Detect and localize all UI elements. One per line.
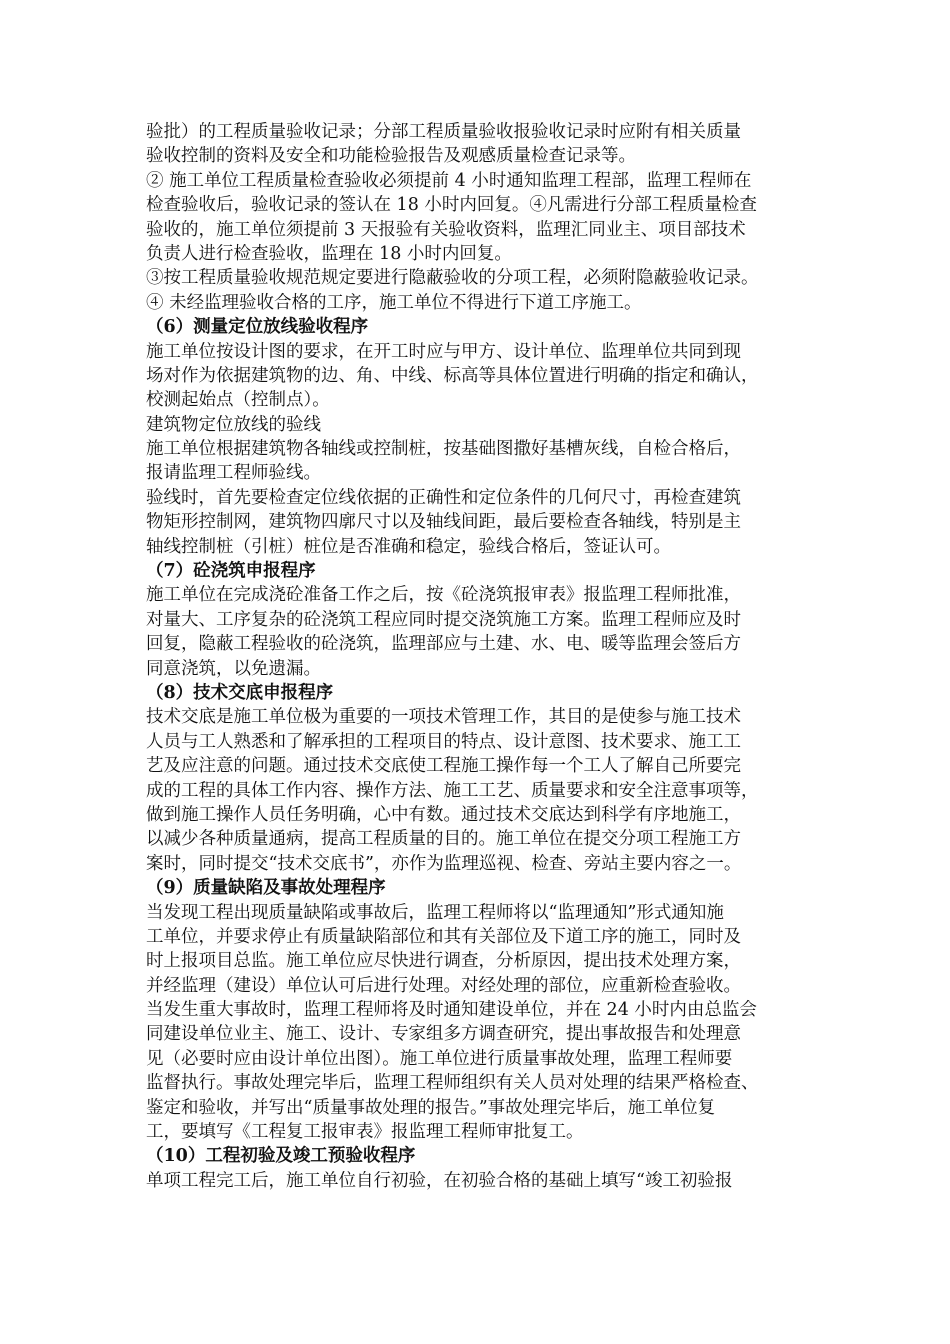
- paragraph-line: 报请监理工程师验线。: [146, 463, 321, 484]
- section-heading: （10）工程初验及竣工预验收程序: [146, 1146, 416, 1167]
- paragraph-line: 人员与工人熟悉和了解承担的工程项目的特点、设计意图、技术要求、施工工: [146, 731, 741, 752]
- section-heading: （7）砼浇筑申报程序: [146, 561, 316, 582]
- paragraph-line: 工，要填写《工程复工报审表》报监理工程师审批复工。: [146, 1122, 584, 1143]
- paragraph-line: 校测起始点（控制点）。: [146, 390, 330, 411]
- paragraph-line: 验线时，首先要检查定位线依据的正确性和定位条件的几何尺寸，再检查建筑: [146, 487, 741, 508]
- paragraph-line: 做到施工操作人员任务明确，心中有数。通过技术交底达到科学有序地施工，: [146, 804, 741, 825]
- paragraph-line: 单项工程完工后，施工单位自行初验，在初验合格的基础上填写“竣工初验报: [146, 1170, 733, 1191]
- paragraph-line: ④ 未经监理验收合格的工序，施工单位不得进行下道工序施工。: [146, 292, 642, 313]
- paragraph-line: 当发现工程出现质量缺陷或事故后，监理工程师将以“监理通知”形式通知施: [146, 902, 724, 923]
- paragraph-line: 案时，同时提交“技术交底书”，亦作为监理巡视、检查、旁站主要内容之一。: [146, 853, 742, 874]
- paragraph-line: 同意浇筑，以免遗漏。: [146, 658, 321, 679]
- paragraph-line: 施工单位根据建筑物各轴线或控制桩，按基础图撒好基槽灰线，自检合格后，: [146, 439, 741, 460]
- section-heading: （8）技术交底申报程序: [146, 682, 334, 703]
- paragraph-line: 时上报项目总监。施工单位应尽快进行调查，分析原因，提出技术处理方案，: [146, 951, 741, 972]
- paragraph-line: ③按工程质量验收规范规定要进行隐蔽验收的分项工程，必须附隐蔽验收记录。: [146, 268, 759, 289]
- paragraph-line: 工单位，并要求停止有质量缺陷部位和其有关部位及下道工序的施工，同时及: [146, 926, 741, 947]
- paragraph-line: 物矩形控制网，建筑物四廓尺寸以及轴线间距，最后要检查各轴线，特别是主: [146, 512, 741, 533]
- paragraph-line: 回复，隐蔽工程验收的砼浇筑，监理部应与土建、水、电、暖等监理会签后方: [146, 634, 741, 655]
- paragraph-line: 并经监理（建设）单位认可后进行处理。对经处理的部位，应重新检查验收。: [146, 975, 741, 996]
- paragraph-line: 同建设单位业主、施工、设计、专家组多方调查研究，提出事故报告和处理意: [146, 1024, 741, 1045]
- paragraph-line: 技术交底是施工单位极为重要的一项技术管理工作，其目的是使参与施工技术: [146, 707, 741, 728]
- document-page: [146, 120, 826, 1193]
- paragraph-line: 场对作为依据建筑物的边、角、中线、标高等具体位置进行明确的指定和确认，: [146, 365, 759, 386]
- paragraph-line: 艺及应注意的问题。通过技术交底使工程施工操作每一个工人了解自己所要完: [146, 756, 741, 777]
- paragraph-line: 见（必要时应由设计单位出图）。施工单位进行质量事故处理，监理工程师要: [146, 1048, 733, 1069]
- paragraph-line: 成的工程的具体工作内容、操作方法、施工工艺、质量要求和安全注意事项等，: [146, 780, 759, 801]
- paragraph-line: 对量大、工序复杂的砼浇筑工程应同时提交浇筑施工方案。监理工程师应及时: [146, 609, 741, 630]
- paragraph-line: ② 施工单位工程质量检查验收必须提前 4 小时通知监理工程部，监理工程师在: [146, 170, 752, 191]
- paragraph-line: 施工单位按设计图的要求，在开工时应与甲方、设计单位、监理单位共同到现: [146, 341, 741, 362]
- paragraph-line: 轴线控制桩（引桩）桩位是否准确和稳定，验线合格后，签证认可。: [146, 536, 671, 557]
- paragraph-line: 施工单位在完成浇砼准备工作之后，按《砼浇筑报审表》报监理工程师批准，: [146, 585, 741, 606]
- paragraph-line: 鉴定和验收，并写出“质量事故处理的报告。”事故处理完毕后，施工单位复: [146, 1097, 716, 1118]
- paragraph-line: 当发生重大事故时，监理工程师将及时通知建设单位，并在 24 小时内由总监会: [146, 1000, 757, 1021]
- paragraph-line: 建筑物定位放线的验线: [146, 414, 321, 435]
- paragraph-line: 验批）的工程质量验收记录；分部工程质量验收报验收记录时应附有相关质量: [146, 122, 741, 142]
- paragraph-line: 验收的，施工单位须提前 3 天报验有关验收资料，监理汇同业主、项目部技术: [146, 219, 746, 240]
- paragraph-line: 负责人进行检查验收，监理在 18 小时内回复。: [146, 243, 512, 264]
- section-heading: （9）质量缺陷及事故处理程序: [146, 878, 386, 899]
- paragraph-line: 检查验收后，验收记录的签认在 18 小时内回复。④凡需进行分部工程质量检查: [146, 195, 757, 216]
- paragraph-line: 验收控制的资料及安全和功能检验报告及观感质量检查记录等。: [146, 146, 636, 167]
- section-heading: （6）测量定位放线验收程序: [146, 317, 369, 338]
- paragraph-line: 监督执行。事故处理完毕后，监理工程师组织有关人员对处理的结果严格检查、: [146, 1073, 759, 1094]
- paragraph-line: 以减少各种质量通病，提高工程质量的目的。施工单位在提交分项工程施工方: [146, 829, 741, 850]
